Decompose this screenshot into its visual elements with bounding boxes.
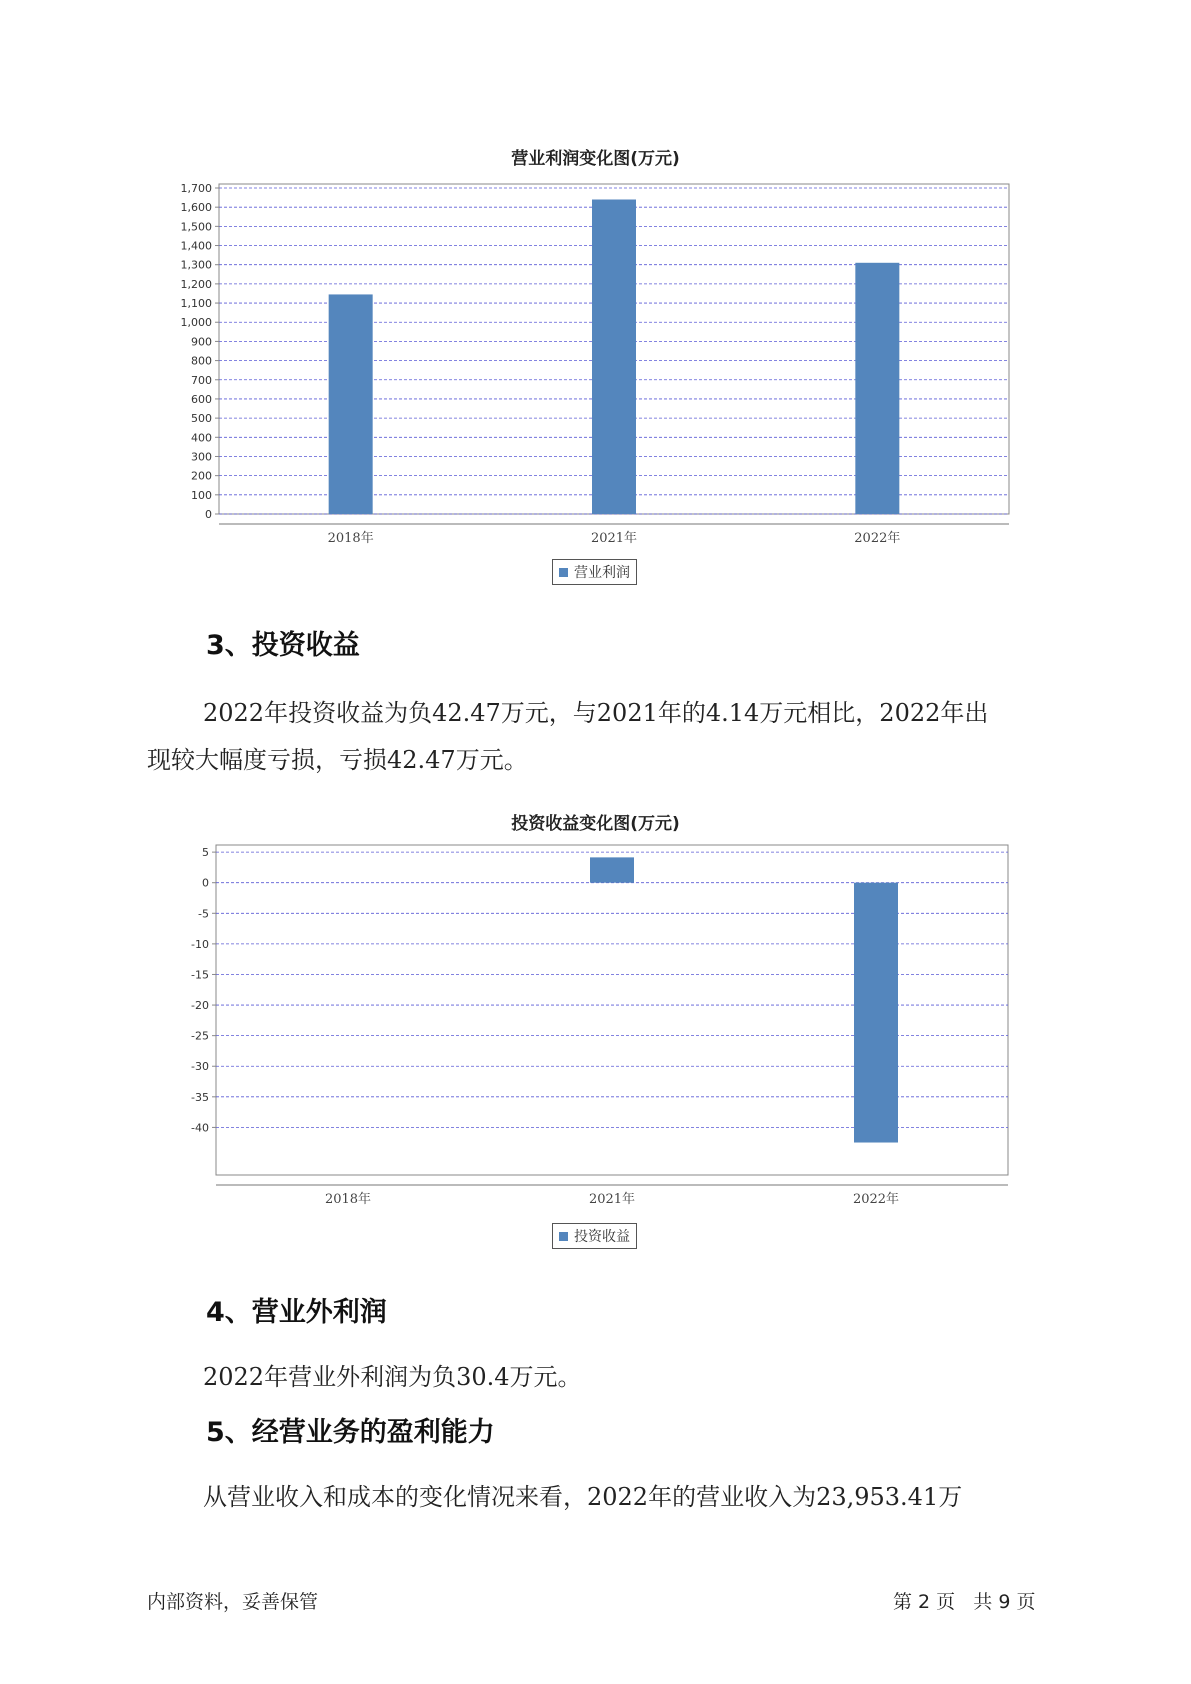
legend-label: 营业利润 <box>574 565 630 581</box>
section-3-heading: 3、投资收益 <box>206 630 360 661</box>
footer-confidential-note: 内部资料，妥善保管 <box>147 1591 319 1613</box>
y-tick-label: -40 <box>191 1121 209 1135</box>
x-tick-label: 2022年 <box>852 1192 900 1207</box>
bar <box>854 883 898 1143</box>
y-tick-label: 1,600 <box>180 201 212 215</box>
y-tick-label: 5 <box>202 846 209 860</box>
y-tick-label: 0 <box>202 876 209 890</box>
y-tick-label: 1,500 <box>180 220 212 234</box>
x-tick-label: 2018年 <box>327 531 374 546</box>
y-tick-label: 1,200 <box>180 277 212 291</box>
section-5-heading: 5、经营业务的盈利能力 <box>206 1417 495 1448</box>
y-tick-label: 1,100 <box>180 297 212 311</box>
section-4-heading: 4、营业外利润 <box>206 1297 387 1328</box>
y-tick-label: 700 <box>191 373 212 387</box>
x-tick-label: 2021年 <box>590 531 638 546</box>
y-tick-label: 100 <box>191 488 212 502</box>
y-tick-label: -20 <box>191 999 209 1013</box>
x-tick-label: 2022年 <box>854 531 901 546</box>
legend-label: 投资收益 <box>574 1229 630 1245</box>
investment-chart-title: 投资收益变化图(万元) <box>511 814 680 834</box>
investment-chart-legend <box>552 1223 637 1249</box>
y-tick-label: -35 <box>191 1090 209 1104</box>
x-tick-label: 2018年 <box>324 1192 372 1207</box>
y-tick-label: 400 <box>191 431 212 445</box>
y-tick-label: -15 <box>191 968 209 982</box>
legend-swatch <box>559 1232 568 1241</box>
section-3-paragraph-line-1: 2022年投资收益为负42.47万元，与2021年的4.14万元相比，2022年出 <box>203 699 989 727</box>
y-tick-label: 1,400 <box>180 239 212 253</box>
y-tick-label: 0 <box>205 508 212 521</box>
y-tick-label: 600 <box>191 392 212 406</box>
y-tick-label: 1,300 <box>180 258 212 272</box>
section-3-paragraph-line-2: 现较大幅度亏损，亏损42.47万元。 <box>147 746 528 774</box>
y-tick-label: 800 <box>191 354 212 368</box>
x-tick-label: 2021年 <box>588 1192 636 1207</box>
y-tick-label: -30 <box>191 1060 209 1074</box>
y-tick-label: -25 <box>191 1029 209 1043</box>
section-5-paragraph: 从营业收入和成本的变化情况来看，2022年的营业收入为23,953.41万 <box>203 1483 963 1511</box>
y-tick-label: 1,700 <box>180 182 212 195</box>
footer-page-number: 第 2 页 共 9 页 <box>893 1591 1036 1613</box>
y-tick-label: 200 <box>191 469 212 483</box>
y-tick-label: 300 <box>191 450 212 464</box>
y-tick-label: 900 <box>191 335 212 349</box>
y-tick-label: -5 <box>198 907 209 921</box>
bar <box>590 857 634 882</box>
y-tick-label: 1,000 <box>180 316 212 330</box>
section-4-paragraph: 2022年营业外利润为负30.4万元。 <box>203 1363 582 1391</box>
y-tick-label: -10 <box>191 937 209 951</box>
profit-chart-title: 营业利润变化图(万元) <box>511 149 680 169</box>
y-tick-label: 500 <box>191 412 212 426</box>
